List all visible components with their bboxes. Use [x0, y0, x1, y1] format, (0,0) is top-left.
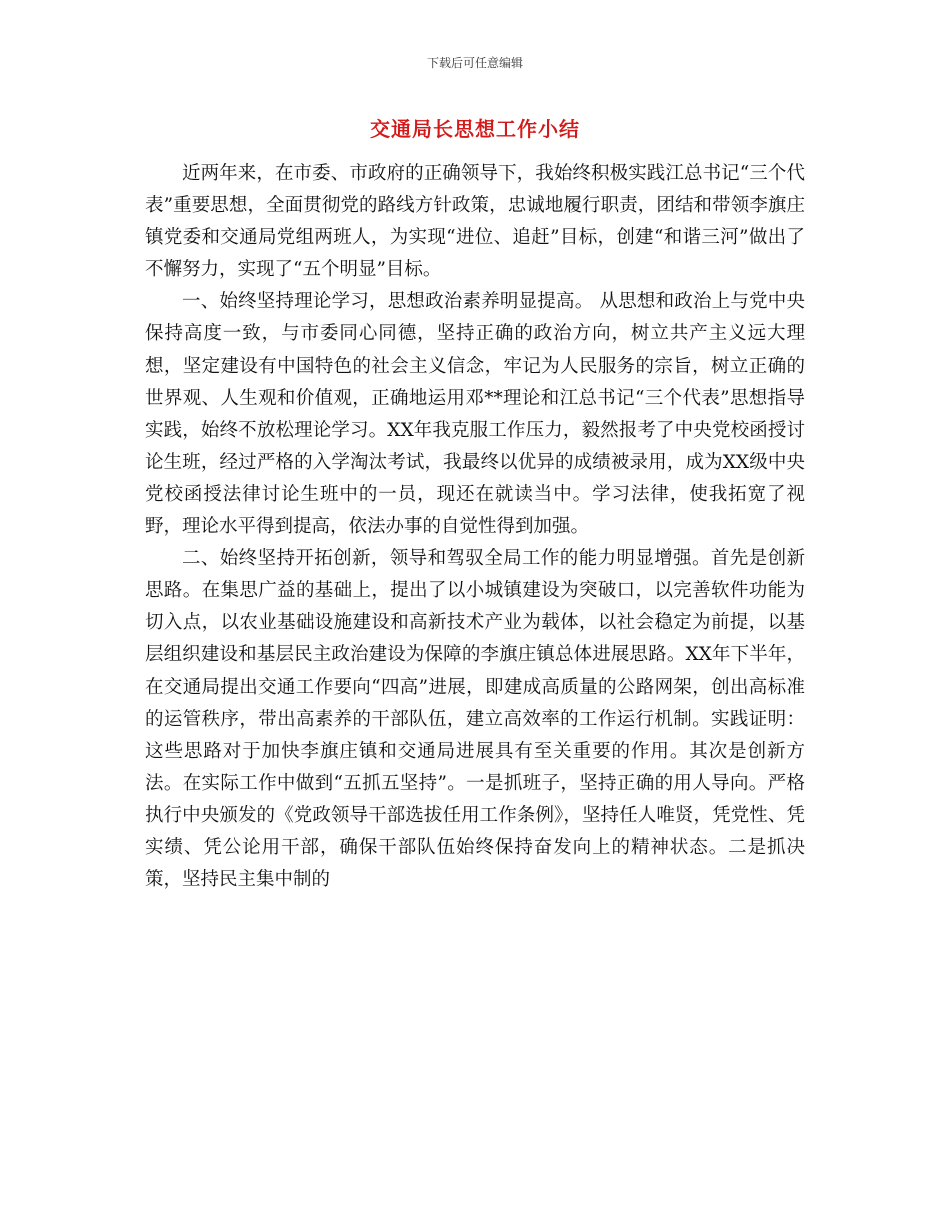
- header-note: 下载后可任意编辑: [426, 56, 523, 70]
- document-title: 交通局长思想工作小结: [370, 117, 580, 141]
- paragraph-theory-study: 一、始终坚持理论学习，思想政治素养明显提高。 从思想和政治上与党中央保持高度一致，与市委同心同德，坚持正确的政治方向，树立共产主义远大理想，坚定建设有中国特色的社会主义信念，牢记为人民服务的宗旨，树立正确的世界观、人生观和价值观，正确地运用邓**理论和江总书记“三个代表”思想指导实践，始终不放松理论学习。XX年我克服工作压力，毅然报考了中央党校函授讨论生班，经过严格的入学淘汰考试，我最终以优异的成绩被录用，成为XX级中央党校函授法律讨论生班中的一员，现还在就读当中。学习法律，使我拓宽了视野，理论水平得到提高，依法办事的自觉性得到加强。: [145, 291, 805, 538]
- document-body: [145, 158, 805, 896]
- paragraph-intro: 近两年来，在市委、市政府的正确领导下，我始终积极实践江总书记“三个代表”重要思想，全面贯彻党的路线方针政策，忠诚地履行职责，团结和带领李旗庄镇党委和交通局党组两班人，为实现“进位、追赶”目标，创建“和谐三河”做出了不懈努力，实现了“五个明显”目标。: [145, 163, 805, 281]
- paragraph-innovation: 二、始终坚持开拓创新，领导和驾驭全局工作的能力明显增强。首先是创新思路。在集思广益的基础上，提出了以小城镇建设为突破口，以完善软件功能为切入点，以农业基础设施建设和高新技术产业为载体，以社会稳定为前提，以基层组织建设和基层民主政治建设为保障的李旗庄镇总体进展思路。XX年下半年，在交通局提出交通工作要向“四高”进展，即建成高质量的公路网架，创出高标准的运管秩序，带出高素养的干部队伍，建立高效率的工作运行机制。实践证明：这些思路对于加快李旗庄镇和交通局进展具有至关重要的作用。其次是创新方法。在实际工作中做到“五抓五坚持”。一是抓班子，坚持正确的用人导向。严格执行中央颁发的《党政领导干部选拔任用工作条例》，坚持任人唯贤，凭党性、凭实绩、凭公论用干部，确保干部队伍始终保持奋发向上的精神状态。二是抓决策，坚持民主集中制的: [145, 548, 805, 891]
